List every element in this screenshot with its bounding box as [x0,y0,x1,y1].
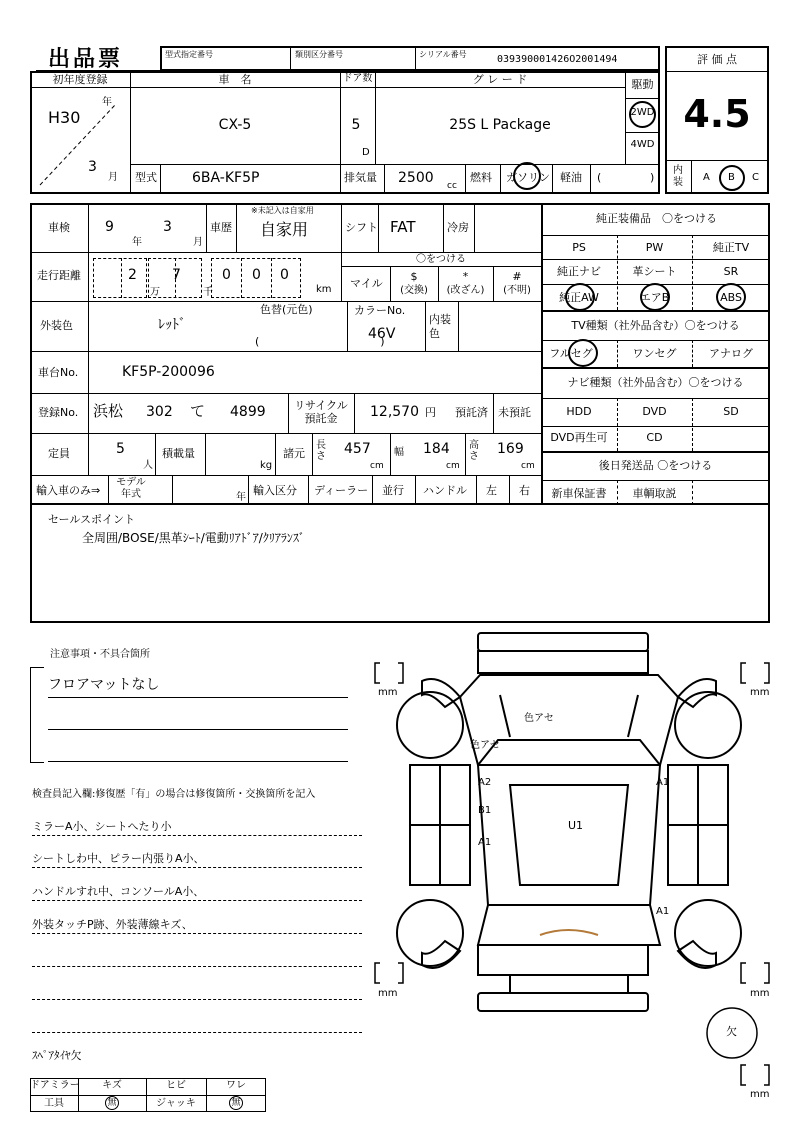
caution-line: フロアマットなし [48,677,160,693]
interior-color-label: 内装色 [429,313,451,340]
damage-mark: U1 [568,819,584,832]
cc-unit: cc [447,181,457,191]
fuel-diesel: 軽油 [560,171,582,184]
recycle-label: リサイクル預託金 [294,399,348,425]
later-title: 後日発送品 〇をつける [598,459,713,472]
serial-number: 039390001426O2001494 [497,54,618,65]
sales-box [30,503,770,623]
import-dealer: ディーラー [314,484,369,497]
color-change-paren: ( ) [255,335,385,348]
tool-circle [229,1096,243,1110]
color-value: ﾚｯﾄﾞ [158,317,186,333]
equip-item: エアB [639,291,670,304]
mileage-unknown-sym: # [512,270,522,283]
caution-bracket [30,667,44,763]
damage-mark: 色アセ [470,740,500,751]
tool-header: ワレ [226,1080,246,1091]
equip-circle-abs [716,283,746,311]
import-right: 右 [519,484,530,497]
mileage-exchange: (交換) [400,285,428,296]
damage-mark: A1 [656,906,670,917]
mileage-digit: 0 [252,267,261,283]
equip-item: 純正AW [559,291,599,304]
chassis-label: 車台No. [38,366,79,379]
displacement-value: 2500 [398,170,434,186]
mileage-note: 〇をつける [416,254,466,265]
interior-grade-b: B [728,172,735,183]
load-unit: kg [260,460,273,471]
mileage-unit: km [316,284,332,295]
fuel-gasoline: ガソリン [506,171,550,184]
import-year-unit: 年 [236,492,246,503]
first-reg-slash [35,95,125,190]
tv-item: フルセグ [549,347,593,360]
tire-mm-label: mm [750,687,770,698]
capacity-value: 5 [116,441,125,457]
spare-missing-mark: 欠 [726,1025,737,1038]
mileage-digit: 2 [128,267,137,283]
equip-item: SR [723,265,739,278]
interior-grade-c: C [752,172,759,183]
tire-mm-label: mm [378,687,398,698]
drive-4wd: 4WD [630,139,655,150]
damage-mark: A1 [478,837,492,848]
interior-grade-a: A [703,172,710,183]
inspector-line: シートしわ中、ピラー内張りA小、 [32,852,205,865]
inspection-label: 車検 [48,221,70,234]
tool-header: ヒビ [166,1080,186,1091]
history-label: 車歴 [210,221,232,234]
inspector-line: ハンドルすれ中、コンソールA小、 [32,885,205,898]
ac-label: 冷房 [447,221,469,234]
tool-cell: 無 [107,1098,117,1108]
mileage-digit-box [93,258,147,298]
first-reg-year-unit: 年 [102,97,112,108]
dims-label: 諸元 [283,447,305,460]
import-left: 左 [486,484,497,497]
tv-item: ワンセグ [632,347,677,360]
mileage-digit: 0 [280,267,289,283]
mileage-unknown: (不明) [503,285,531,296]
damage-mark: B1 [478,805,492,816]
import-cls-label: 輸入区分 [253,484,297,497]
drive-2wd: 2WD [630,107,655,118]
nav-item: DVD再生可 [550,431,608,444]
damage-mark: 色アセ [524,713,554,724]
model-label: 型式 [135,171,157,184]
nav-item: HDD [566,405,592,418]
equipment-title: 純正装備品 〇をつける [596,212,717,225]
first-reg-month-unit: 月 [108,172,118,183]
plate-label: 登録No. [38,406,79,419]
import-label: 輸入車のみ⇒ [36,484,101,497]
mileage-man: 万 [150,287,160,298]
mileage-digit: 0 [222,267,231,283]
recycle-not-deposited: 未預託 [498,406,531,419]
plate-area: 浜松 [93,402,124,420]
equip-circle-aw [565,283,595,311]
dims-length-label: 長さ [316,440,326,462]
form-title: 出品票 [48,47,124,72]
import-parallel: 並行 [382,484,404,497]
import-model-year-label: モデル年式 [116,477,146,500]
score-value: 4.5 [683,92,751,136]
nav-item: DVD [642,405,667,418]
equip-item: ABS [720,291,742,304]
displacement-label: 排気量 [344,171,377,184]
plate-class: 302 [146,404,173,420]
equip-item: 純正ナビ [557,265,601,278]
nav-title: ナビ種類（社外品含む）〇をつける [567,376,744,389]
drive-selected-circle [629,101,656,128]
tool-header: キズ [102,1080,122,1091]
tire-mm-label: mm [750,988,770,999]
grade-value: 25S L Package [449,117,551,133]
mileage-digit: 7 [172,267,181,283]
capacity-label: 定員 [48,447,70,460]
later-item: 新車保証書 [551,487,607,500]
interior-label: 内装 [673,165,683,188]
dims-length-unit: cm [370,461,384,471]
sales-text: 全周囲/BOSE/黒革ｼｰﾄ/電動ﾘｱﾄﾞｱ/ｸﾘｱﾗﾝｽﾞ [82,531,305,545]
first-reg-month: 3 [88,159,97,175]
shift-label: シフト [345,221,378,234]
dims-height: 169 [497,441,524,457]
inspector-line: 外装タッチP跡、外装薄線キズ、 [32,918,193,931]
dims-length: 457 [344,441,371,457]
plate-number: 4899 [230,404,266,420]
fuel-paren-open: ( [597,171,602,184]
inspection-year: 9 [105,219,114,235]
shift-value: FAT [390,218,416,236]
score-label: 評 価 点 [697,53,737,66]
class-code-label: 類別区分番号 [295,50,343,59]
grade-label: グ レ ー ド [472,73,528,86]
color-code-label: カラーNo. [354,304,406,317]
history-value: 自家用 [260,220,309,239]
inspector-spare: ｽﾍﾟｱﾀｲﾔ欠 [32,1049,82,1062]
inspection-month: 3 [163,219,172,235]
drive-label: 駆動 [631,78,654,91]
import-handle: ハンドル [423,484,467,497]
plate-kana: て [190,402,206,420]
door-type: D [362,147,370,158]
interior-selected-circle [719,165,745,191]
caution-label: 注意事項・不具合箇所 [50,649,150,660]
car-name: CX-5 [218,117,252,133]
equip-item: PW [645,241,664,254]
inspector-label: 検査員記入欄:修復歴「有」の場合は修復箇所・交換箇所を記入 [32,789,316,800]
recycle-amount: 12,570 [370,404,419,420]
doors-value: 5 [351,117,361,133]
dims-width-label: 幅 [394,447,404,458]
tool-cell: 無 [231,1098,241,1108]
equip-item: 純正TV [712,241,750,254]
recycle-yen: 円 [425,406,436,419]
color-change-label: 色替(元色) [260,303,313,316]
first-reg-label: 初年度登録 [52,73,108,86]
sales-label: セールスポイント [48,513,136,526]
mileage-sen: 千 [203,287,213,298]
mileage-mile: マイル [350,277,383,290]
tv-item: アナログ [709,347,753,360]
fuel-label: 燃料 [470,171,492,184]
model-value: 6BA-KF5P [192,170,260,186]
car-diagram [370,625,770,1105]
tire-mm-label: mm [378,988,398,999]
recycle-deposited: 預託済 [455,406,488,419]
tool-cell: 工具 [44,1098,64,1109]
tire-mm-label: mm [750,1089,770,1100]
capacity-unit: 人 [143,460,153,471]
doors-label: ドア数 [342,73,373,84]
damage-mark: A1 [656,777,670,788]
inspector-line: ミラーA小、シートへたり小 [32,820,172,833]
tv-circle-fullseg [568,339,598,367]
tool-header: ドアミラー [30,1080,80,1091]
mileage-altered-sym: * [462,270,469,283]
fuel-selected-circle [513,162,541,190]
equip-item: PS [572,241,586,254]
tool-circle [105,1096,119,1110]
dims-height-unit: cm [521,461,535,471]
dims-height-label: 高さ [469,440,479,462]
inspection-year-unit: 年 [132,237,142,248]
equip-circle-airbag [640,283,670,311]
later-item: 車輌取説 [632,487,677,500]
history-note: ※未記入は自家用 [251,206,314,215]
mileage-altered: (改ざん) [446,285,485,296]
chassis-value: KF5P-200096 [122,364,215,380]
color-code: 46V [368,326,396,342]
mileage-exchange-sym: $ [410,270,418,283]
color-label: 外装色 [40,319,73,332]
inspection-month-unit: 月 [193,237,203,248]
fuel-paren-close: ) [650,171,655,184]
mileage-label: 走行距離 [37,269,81,282]
nav-item: SD [723,405,739,418]
model-code-label: 型式指定番号 [165,50,213,59]
damage-mark: A2 [478,777,492,788]
dims-width: 184 [423,441,450,457]
nav-item: CD [646,431,663,444]
serial-label: シリアル番号 [419,50,467,59]
tv-title: TV種類（社外品含む）〇をつける [571,319,740,332]
dims-width-unit: cm [446,461,460,471]
load-label: 積載量 [162,447,195,460]
first-reg-year: H30 [48,108,81,127]
tool-cell: ジャッキ [156,1098,196,1109]
car-name-label: 車 名 [218,73,252,86]
equip-item: 革シート [632,265,677,278]
